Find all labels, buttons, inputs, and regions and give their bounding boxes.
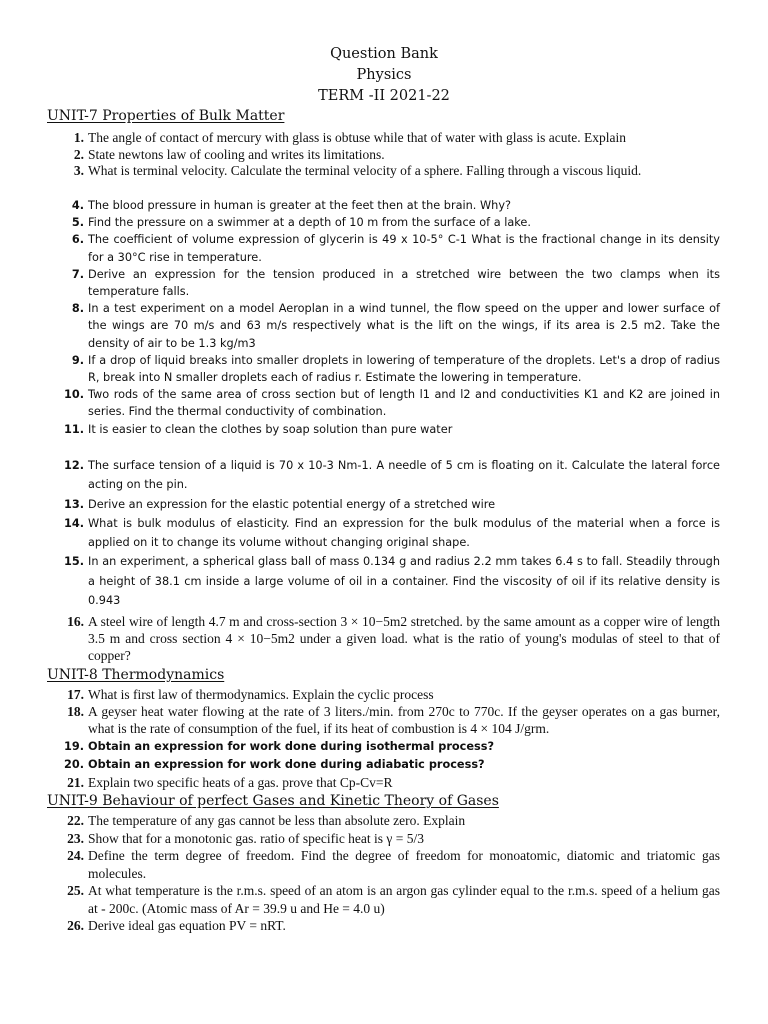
question-list-unit-8-part-c [0,774,768,792]
unit-7-heading: UNIT-7 Properties of Bulk Matter [47,108,285,124]
header-title: Question Bank [330,46,438,62]
question-item: 13. Derive an expression for the elastic potential energy of a stretched wire [63,497,496,511]
question-item: 23. Show that for a monotonic gas. ratio of specific heat is γ = 5/3 [67,830,425,846]
question-item: 15. In an experiment, a spherical glass ball of mass 0.134 g and radius 2.2 mm takes 6.4 s to fall. Steadily through a height of 38.1 cm inside a large volume of oil in a container. Find the viscosity of oil if its relative density is 0.943 [63,555,720,608]
header-term: TERM -II 2021-22 [318,88,450,104]
question-item: 4. The blood pressure in human is greater at the feet then at the brain. Why? [71,199,512,212]
question-item: 10. Two rods of the same area of cross section but of length l1 and l2 and conductivities K1 and K2 are joined in series. Find the thermal conductivity of combination. [63,388,720,419]
question-item: 5. Find the pressure on a swimmer at a depth of 10 m from the surface of a lake. [71,216,531,230]
question-item: 11. It is easier to clean the clothes by soap solution than pure water [63,422,453,436]
question-list-unit-7-part-b [0,197,768,438]
question-list-unit-9 [0,812,768,935]
question-item: 26. Derive ideal gas equation PV = nRT. [67,918,286,933]
question-item: 6. The coefficient of volume expression of glycerin is 49 x 10-5° C-1 What is the fractional change in its density for a 30°C rise in temperature. [71,233,720,264]
document-header [0,44,768,107]
question-item: 22. The temperature of any gas cannot be less than absolute zero. Explain [67,813,466,828]
question-item: 7. Derive an expression for the tension produced in a stretched wire between the two clamps when its temperature falls. [71,267,720,299]
question-item: 9. If a drop of liquid breaks into smaller droplets in lowering of temperature of the droplets. Let's a drop of radius R, break into N smaller droplets each of radius r. Estimate the lowering in temperature. [71,353,720,385]
question-list-unit-7-part-a [0,130,768,180]
question-item: 8. In a test experiment on a model Aeroplan in a wind tunnel, the flow speed on the upper and lower surface of the wings are 70 m/s and 63 m/s respectively what is the lift on the wings, if its area is 2.5 m2. Take the density of air to be 1.3 kg/m3 [71,302,720,350]
question-item: 16. A steel wire of length 4.7 m and cross-section 3 × 10−5m2 stretched. by the same amount as a copper wire of length 3.5 m and cross section 4 × 10−5m2 under a given load. what is the ratio of young's modulas of steel to that of copper? [67,614,720,663]
unit-8-heading: UNIT-8 Thermodynamics [47,667,225,683]
question-list-unit-7-part-c [0,456,768,610]
question-item: 2. State newtons law of cooling and writes its limitations. [73,146,385,162]
question-item: 24. Define the term degree of freedom. Find the degree of freedom for monoatomic, diatomic and triatomic gas molecules. [67,848,720,881]
question-list-unit-8-part-b [0,738,768,774]
unit-9-heading: UNIT-9 Behaviour of perfect Gases and Kinetic Theory of Gases [47,793,499,809]
question-item: 12. The surface tension of a liquid is 70 x 10-3 Nm-1. A needle of 5 cm is floating on it. Calculate the lateral force acting on the pin. [63,459,720,492]
question-item: 17. What is first law of thermodynamics. Explain the cyclic process [67,687,434,702]
question-list-unit-7-part-d [0,613,768,664]
question-item: 3. What is terminal velocity. Calculate the terminal velocity of a sphere. Falling through a viscous liquid. [73,163,642,178]
question-item: 19. Obtain an expression for work done during isothermal process? [63,740,495,753]
question-item: 18. A geyser heat water flowing at the rate of 3 liters./min. from 270c to 770c. If the geyser operates on a gas burner, what is the rate of consumption of the fuel, if its heat of combustion is 4 × 104 J/grm. [67,704,720,736]
question-item: 25. At what temperature is the r.m.s. speed of an atom is an argon gas cylinder equal to the r.m.s. speed of a helium gas at - 200c. (Atomic mass of Ar = 39.9 u and He = 4.0 u) [67,883,720,916]
question-item: 20. Obtain an expression for work done during adiabatic process? [63,758,485,771]
question-item: 14. What is bulk modulus of elasticity. Find an expression for the bulk modulus of the material when a force is applied on it to change its volume without changing original shape. [63,516,720,550]
question-item: 1. The angle of contact of mercury with glass is obtuse while that of water with glass is acute. Explain [73,130,626,145]
question-list-unit-8-part-a [0,686,768,737]
header-subject: Physics [356,67,412,83]
question-item: 21. Explain two specific heats of a gas. prove that Cp-Cv=R [67,775,393,790]
